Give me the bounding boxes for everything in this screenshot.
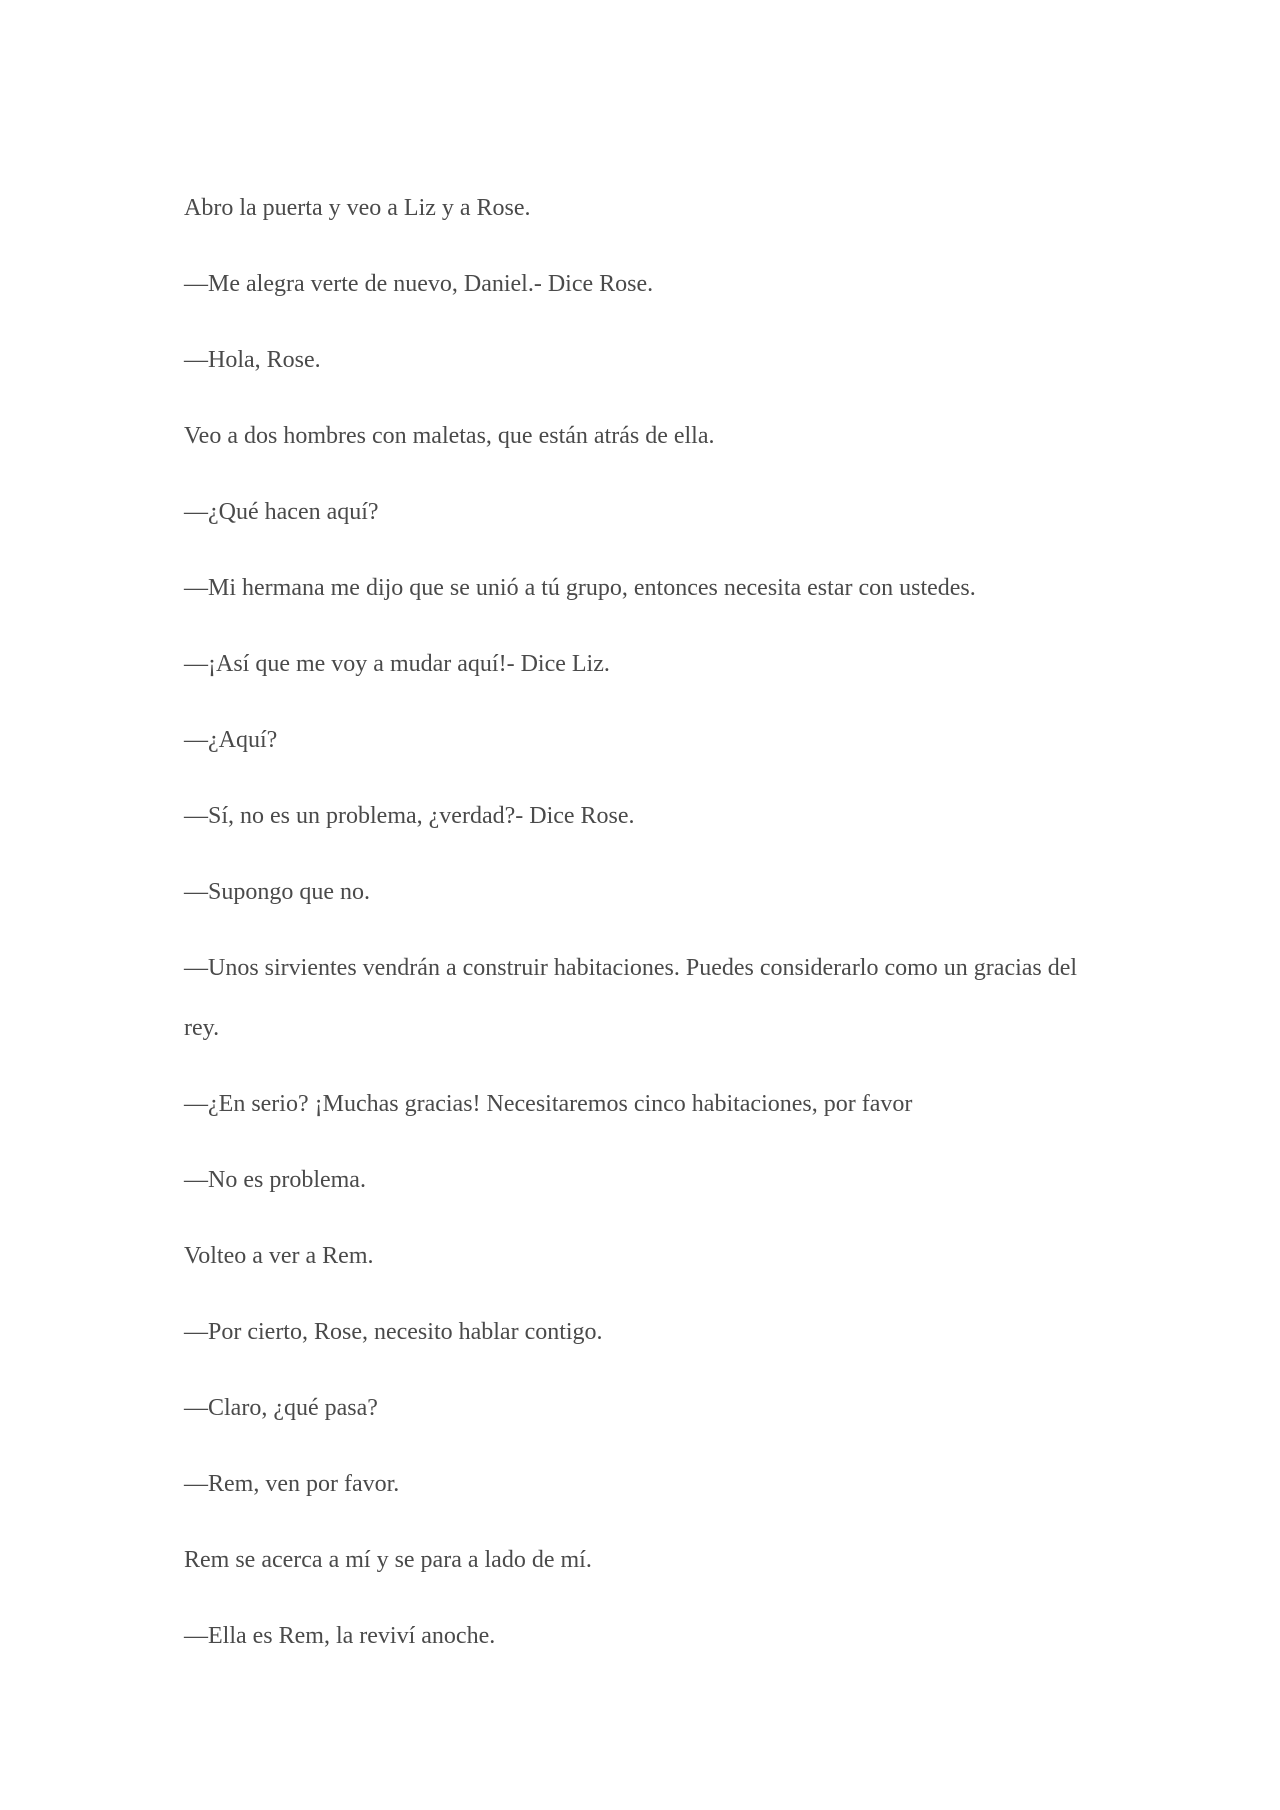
paragraph-8: —¿Aquí? bbox=[184, 727, 278, 753]
paragraph-2: —Me alegra verte de nuevo, Daniel.- Dice Rose. bbox=[184, 271, 654, 297]
paragraph-17: —Rem, ven por favor. bbox=[184, 1471, 400, 1497]
paragraph-12: —¿En serio? ¡Muchas gracias! Necesitaremos cinco habitaciones, por favor bbox=[184, 1091, 913, 1117]
paragraph-10: —Supongo que no. bbox=[184, 879, 370, 905]
paragraph-11: —Unos sirvientes vendrán a construir habitaciones. Puedes considerarlo como un gracias del rey. bbox=[184, 955, 1078, 1041]
paragraph-14: Volteo a ver a Rem. bbox=[184, 1243, 374, 1269]
paragraph-15: —Por cierto, Rose, necesito hablar contigo. bbox=[184, 1319, 603, 1345]
paragraph-1: Abro la puerta y veo a Liz y a Rose. bbox=[184, 195, 531, 221]
paragraph-3: —Hola, Rose. bbox=[184, 347, 321, 373]
paragraph-4: Veo a dos hombres con maletas, que están atrás de ella. bbox=[184, 423, 715, 449]
paragraph-18: Rem se acerca a mí y se para a lado de mí. bbox=[184, 1547, 592, 1573]
paragraph-13: —No es problema. bbox=[184, 1167, 366, 1193]
paragraph-6: —Mi hermana me dijo que se unió a tú grupo, entonces necesita estar con ustedes. bbox=[184, 575, 976, 601]
paragraph-5: —¿Qué hacen aquí? bbox=[184, 499, 379, 525]
paragraph-16: —Claro, ¿qué pasa? bbox=[184, 1395, 378, 1421]
paragraph-9: —Sí, no es un problema, ¿verdad?- Dice Rose. bbox=[184, 803, 635, 829]
paragraph-7: —¡Así que me voy a mudar aquí!- Dice Liz. bbox=[184, 651, 610, 677]
document-body bbox=[184, 178, 1084, 1682]
paragraph-19: —Ella es Rem, la reviví anoche. bbox=[184, 1623, 496, 1649]
